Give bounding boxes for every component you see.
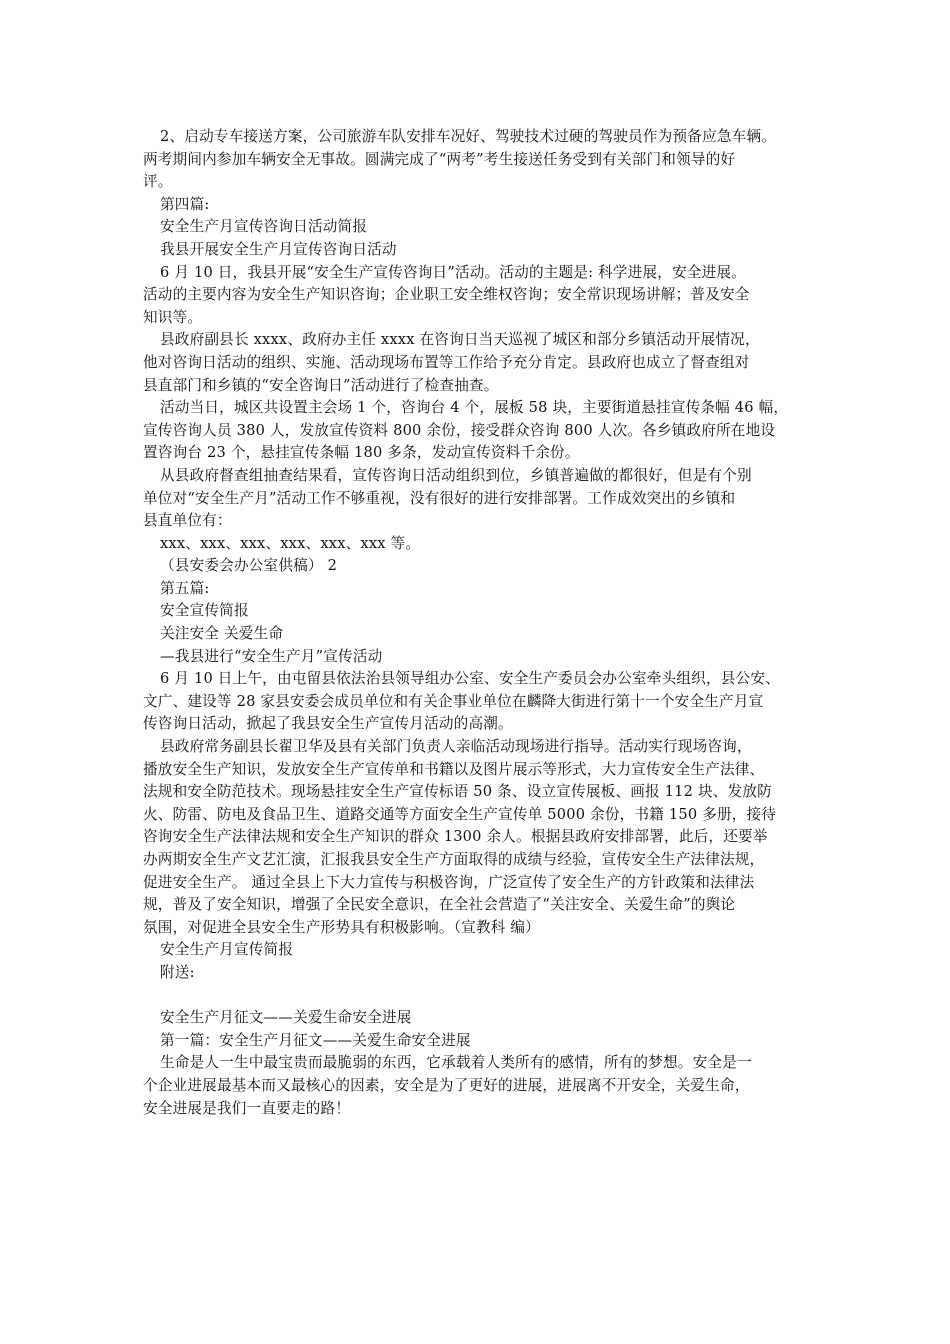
text-line: 6 月 10 日上午，由屯留县依法治县领导组办公室、安全生产委员会办公室牵头组织，县公安、 <box>160 670 780 688</box>
text-line: 规，普及了安全知识，增强了全民安全意识，在全社会营造了“关注安全、关爱生命”的舆论 <box>143 896 736 914</box>
text-line: 附送: <box>160 963 195 981</box>
text-line: 置咨询台 23 个，悬挂宣传条幅 180 多条，发动宣传资料千余份。 <box>143 444 580 462</box>
text-line: 促进安全生产。 通过全县上下大力宣传与积极咨询，广泛宣传了安全生产的方针政策和法律法 <box>143 873 755 891</box>
text-line: （县安委会办公室供稿） 2 <box>160 557 338 575</box>
text-line: 播放安全生产知识，发放安全生产宣传单和书籍以及图片展示等形式，大力宣传安全生产法律、 <box>143 760 765 778</box>
text-line: 宣传咨询人员 380 人，发放宣传资料 800 余份，接受群众咨询 800 人次。各乡镇政府所在地设 <box>143 421 776 439</box>
text-line: 氛围，对促进全县安全生产形势具有积极影响。（宣教科 编） <box>143 918 540 936</box>
text-line: 安全宣传简报 <box>160 602 249 620</box>
text-line: 安全生产月宣传简报 <box>160 941 294 959</box>
text-line: 第五篇: <box>160 579 210 597</box>
text-line: 县政府副县长 xxxx、政府办主任 xxxx 在咨询日当天巡视了城区和部分乡镇活动开展情况， <box>160 331 760 349</box>
text-line: 我县开展安全生产月宣传咨询日活动 <box>160 240 397 258</box>
text-line: 生命是人一生中最宝贵而最脆弱的东西，它承载着人类所有的感情，所有的梦想。安全是一 <box>160 1054 752 1072</box>
text-line: 第四篇: <box>160 195 210 213</box>
text-line: 2、启动专车接送方案，公司旅游车队安排车况好、驾驶技术过硬的驾驶员作为预备应急车辆。 <box>160 128 777 145</box>
document-body <box>143 126 823 1120</box>
text-line: 活动当日，城区共设置主会场 1 个，咨询台 4 个，展板 58 块，主要街道悬挂宣传条幅 46 幅， <box>160 399 789 417</box>
text-line: 县直部门和乡镇的“安全咨询日”活动进行了检查抽查。 <box>143 376 499 394</box>
text-line: 县政府常务副县长翟卫华及县有关部门负责人亲临活动现场进行指导。活动实行现场咨询， <box>160 738 752 756</box>
text-line: 火、防雷、防电及食品卫生、道路交通等方面安全生产宣传单 5000 余份，书籍 150 多册，接待 <box>143 805 777 823</box>
text-line: 文广、建设等 28 家县安委会成员单位和有关企事业单位在麟降大街进行第十一个安全生产月宣 <box>143 692 764 710</box>
text-line: 他对咨询日活动的组织、实施、活动现场布置等工作给予充分肯定。县政府也成立了督查组对 <box>143 353 750 371</box>
text-line: 知识等。 <box>143 308 203 326</box>
text-line: 办两期安全生产文艺汇演，汇报我县安全生产方面取得的成绩与经验，宣传安全生产法律法规， <box>143 851 765 868</box>
text-line: 县直单位有： <box>143 512 232 530</box>
text-line: 6 月 10 日，我县开展“安全生产宣传咨询日”活动。活动的主题是: 科学进展，安全进展。 <box>160 263 747 281</box>
text-line: 安全进展是我们一直要走的路！ <box>143 1099 351 1117</box>
text-line: 两考期间内参加车辆安全无事故。圆满完成了“两考”考生接送任务受到有关部门和领导的好 <box>143 150 736 168</box>
text-line: xxx、xxx、xxx、xxx、xxx、xxx 等。 <box>160 534 421 552</box>
text-line: 单位对“安全生产月”活动工作不够重视，没有很好的进行安排部署。工作成效突出的乡镇和 <box>143 489 736 507</box>
text-line: 法规和安全防范技术。现场悬挂安全生产宣传标语 50 条、设立宣传展板、画报 112 块、发放防 <box>143 783 772 801</box>
text-line: 安全生产月宣传咨询日活动简报 <box>160 218 368 236</box>
text-line: —我县进行“安全生产月”宣传活动 <box>160 647 383 665</box>
text-line: 传咨询日活动，掀起了我县安全生产宣传月活动的高潮。 <box>143 715 513 733</box>
text-line: 关注安全 关爱生命 <box>160 625 284 643</box>
text-line: 第一篇：安全生产月征文——关爱生命安全进展 <box>160 1031 471 1049</box>
text-line: 咨询安全生产法律法规和安全生产知识的群众 1300 余人。根据县政府安排部署，此后，还要举 <box>143 828 768 846</box>
text-line: 评。 <box>143 173 173 191</box>
text-line: 个企业进展最基本而又最核心的因素，安全是为了更好的进展，进展离不开安全，关爱生命， <box>143 1076 750 1094</box>
text-line: 安全生产月征文——关爱生命安全进展 <box>160 1009 412 1027</box>
blank-line <box>143 985 823 1008</box>
text-line: 活动的主要内容为安全生产知识咨询；企业职工安全维权咨询；安全常识现场讲解；普及安全 <box>143 286 750 304</box>
text-line: 从县政府督查组抽查结果看，宣传咨询日活动组织到位，乡镇普遍做的都很好，但是有个别 <box>160 466 752 484</box>
